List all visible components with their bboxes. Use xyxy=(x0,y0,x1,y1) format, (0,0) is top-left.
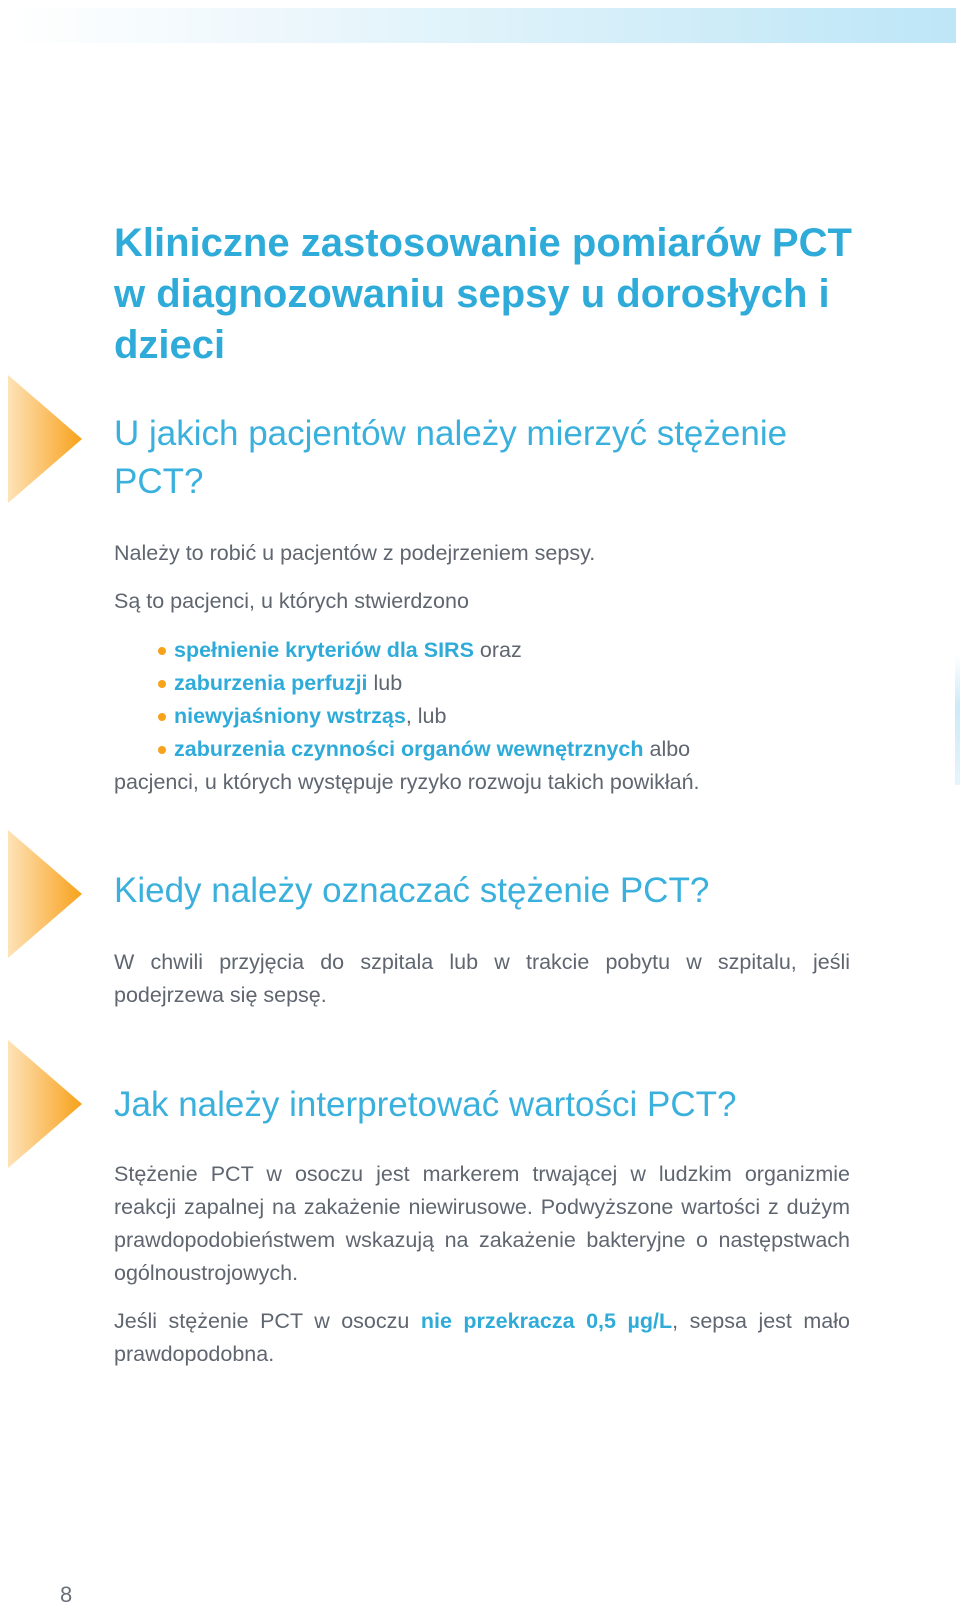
criterion-highlight: zaburzenia perfuzji xyxy=(174,671,368,695)
paragraph-risk-patients: pacjenci, u których występuje ryzyko rozwoju takich powikłań. xyxy=(114,770,700,794)
section-heading-when: Kiedy należy oznaczać stężenie PCT? xyxy=(114,871,710,910)
criterion-highlight: zaburzenia czynności organów wewnętrznych xyxy=(174,737,644,761)
bullet-dot-icon xyxy=(158,680,166,688)
threshold-text-before: Jeśli stężenie PCT w osoczu xyxy=(114,1309,421,1333)
list-item xyxy=(174,667,690,700)
right-edge-decoration xyxy=(955,655,960,785)
list-item xyxy=(174,634,690,667)
section-marker-triangle-icon xyxy=(8,375,82,503)
page-number: 8 xyxy=(60,1582,73,1607)
criterion-connector: , lub xyxy=(405,704,447,728)
paragraph-pct-threshold xyxy=(114,1305,850,1371)
criterion-highlight: spełnienie kryteriów dla SIRS xyxy=(174,638,474,662)
section-heading-interpret: Jak należy interpretować wartości PCT? xyxy=(114,1085,737,1124)
paragraph-suspected-sepsis: Należy to robić u pacjentów z podejrzeniem sepsy. xyxy=(114,541,596,565)
criterion-connector: albo xyxy=(643,737,691,761)
list-item xyxy=(174,700,690,733)
paragraph-patients-intro: Są to pacjenci, u których stwierdzono xyxy=(114,589,469,613)
bullet-dot-icon xyxy=(158,713,166,721)
criteria-list xyxy=(174,634,690,766)
section-marker-triangle-icon xyxy=(8,1040,82,1168)
threshold-text-after: , sepsa jest mało prawdopodobna. xyxy=(114,1309,850,1366)
top-decorative-band xyxy=(12,8,956,43)
criterion-connector: oraz xyxy=(473,638,522,662)
paragraph-pct-marker: Stężenie PCT w osoczu jest markerem trwającej w ludzkim organizmie reakcji zapalnej na zakażenie niewirusowe. Podwyższone wartości z dużym prawdopodobieństwem wskazują na zakażenie bakteryjne o następstwach ogólnoustrojowych. xyxy=(114,1162,850,1285)
section-marker-triangle-icon xyxy=(8,830,82,958)
criterion-connector: lub xyxy=(367,671,403,695)
section-heading-patients: U jakich pacjentów należy mierzyć stężenie PCT? xyxy=(114,414,788,501)
criterion-highlight: niewyjaśniony wstrząs xyxy=(174,704,406,728)
paragraph-when-measure: W chwili przyjęcia do szpitala lub w trakcie pobytu w szpitalu, jeśli podejrzewa się sepsę. xyxy=(114,950,850,1007)
page-title: Kliniczne zastosowanie pomiarów PCT w diagnozowaniu sepsy u dorosłych i dzieci xyxy=(114,221,852,367)
bullet-dot-icon xyxy=(158,647,166,655)
bullet-dot-icon xyxy=(158,746,166,754)
list-item xyxy=(174,733,690,766)
threshold-highlight: nie przekracza 0,5 µg/L xyxy=(420,1309,673,1333)
